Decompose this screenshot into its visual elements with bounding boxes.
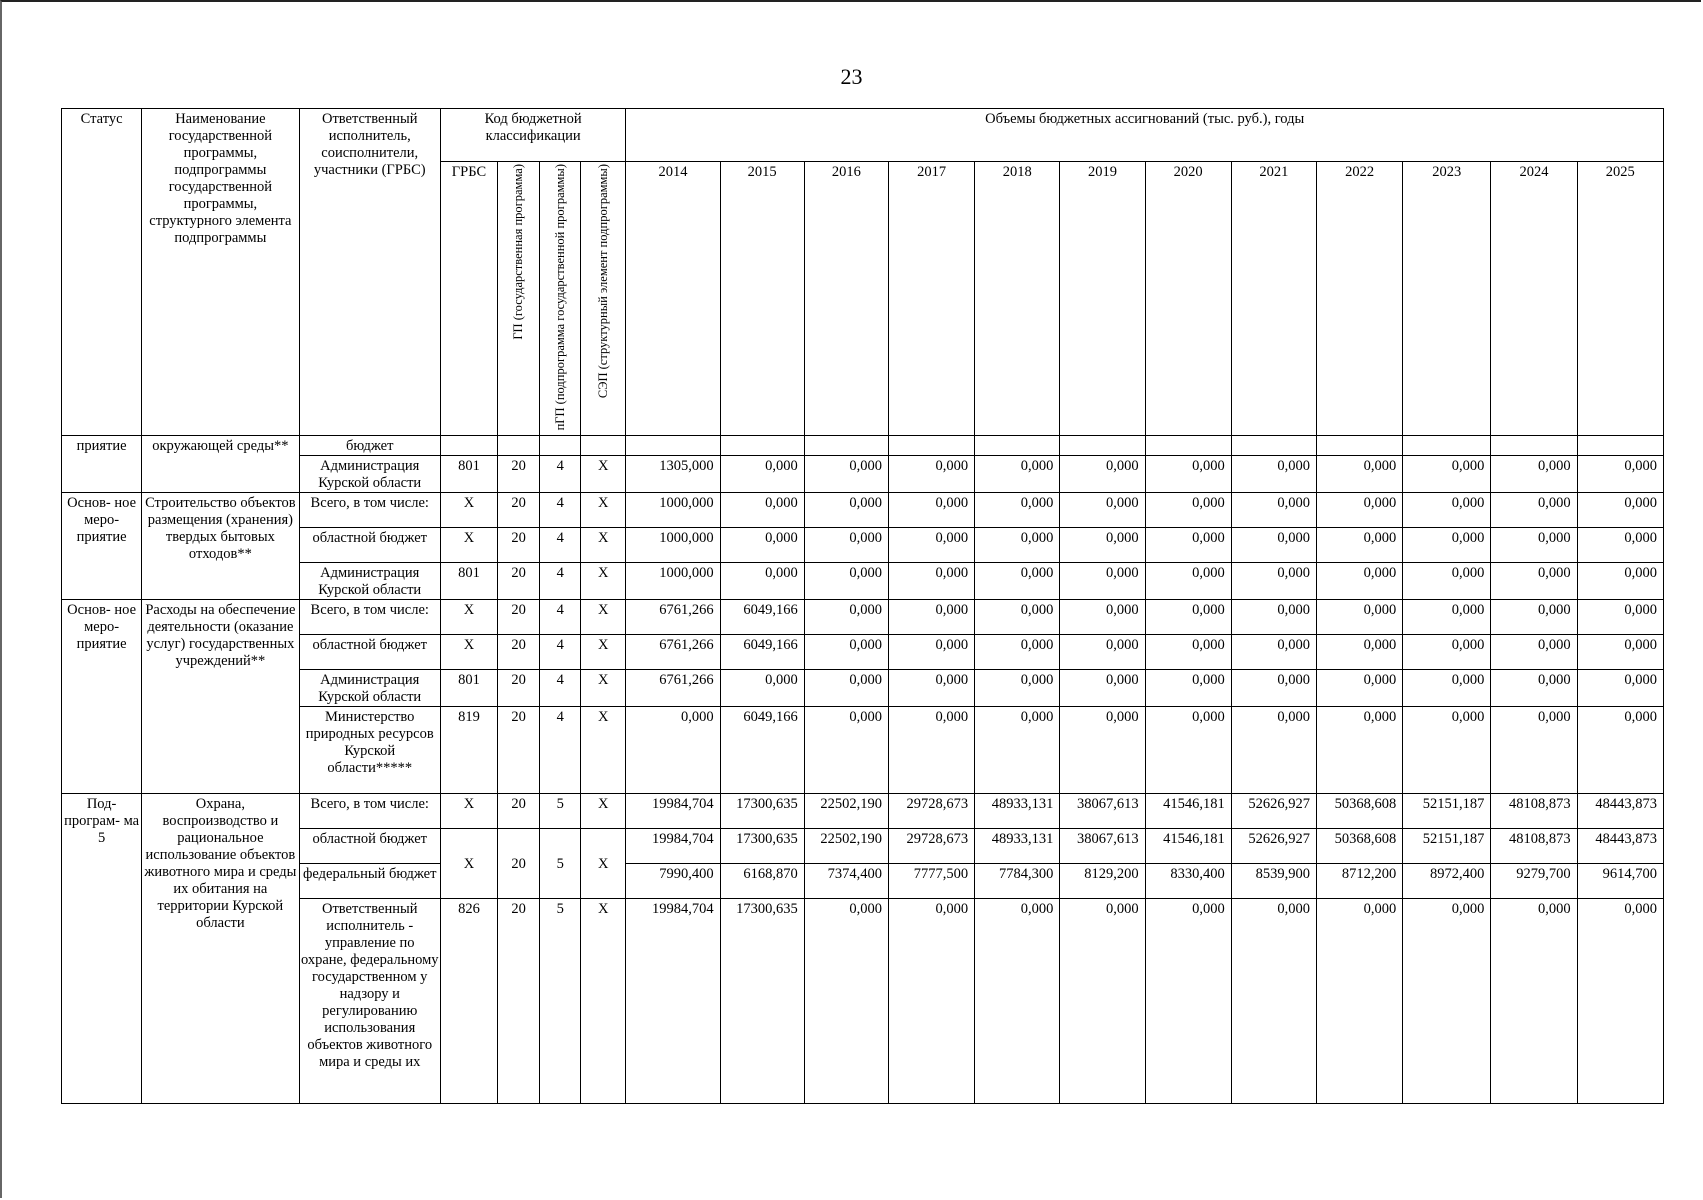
header-grbs: ГРБС (440, 162, 497, 436)
code-sep-cell: Х (581, 456, 626, 493)
table-row (62, 707, 1664, 794)
header-pgp (540, 162, 581, 436)
value-cell: 6761,266 (626, 600, 720, 635)
value-cell: 0,000 (888, 635, 974, 670)
value-cell: 0,000 (1145, 899, 1231, 1104)
code-grbs-cell: Х (440, 493, 497, 528)
code-sep-cell: Х (581, 528, 626, 563)
code-gp-cell: 20 (498, 493, 540, 528)
value-cell: 0,000 (975, 635, 1060, 670)
value-cell: 0,000 (1491, 635, 1577, 670)
value-cell: 0,000 (975, 563, 1060, 600)
value-cell: 0,000 (1060, 707, 1145, 794)
code-sep-cell: Х (581, 829, 626, 899)
code-grbs-cell (440, 436, 497, 456)
value-cell: 0,000 (804, 899, 888, 1104)
code-gp-cell: 20 (498, 600, 540, 635)
code-grbs-cell: Х (440, 600, 497, 635)
value-cell: 0,000 (1060, 899, 1145, 1104)
value-cell: 6761,266 (626, 635, 720, 670)
value-cell: 0,000 (1491, 899, 1577, 1104)
value-cell: 0,000 (975, 600, 1060, 635)
value-cell: 0,000 (1403, 493, 1491, 528)
value-cell (1577, 436, 1663, 456)
value-cell: 48933,131 (975, 829, 1060, 864)
value-cell: 0,000 (1231, 563, 1316, 600)
code-grbs-cell: 801 (440, 670, 497, 707)
code-pgp-cell: 5 (540, 899, 581, 1104)
value-cell: 22502,190 (804, 829, 888, 864)
value-cell: 0,000 (1060, 670, 1145, 707)
value-cell: 8129,200 (1060, 864, 1145, 899)
value-cell: 0,000 (1060, 635, 1145, 670)
value-cell (1145, 436, 1231, 456)
value-cell: 0,000 (626, 707, 720, 794)
value-cell: 0,000 (720, 493, 804, 528)
code-sep-cell: Х (581, 600, 626, 635)
value-cell: 0,000 (1145, 670, 1231, 707)
code-pgp-cell: 4 (540, 707, 581, 794)
value-cell: 0,000 (1316, 635, 1402, 670)
header-sep (581, 162, 626, 436)
value-cell: 0,000 (1231, 670, 1316, 707)
table-row (62, 493, 1664, 528)
value-cell: 0,000 (975, 456, 1060, 493)
value-cell: 19984,704 (626, 829, 720, 864)
table-row (62, 456, 1664, 493)
value-cell: 6168,870 (720, 864, 804, 899)
code-sep-cell (581, 436, 626, 456)
header-year: 2020 (1145, 162, 1231, 436)
value-cell: 6049,166 (720, 635, 804, 670)
code-gp-cell: 20 (498, 563, 540, 600)
code-pgp-cell: 5 (540, 794, 581, 829)
status-cell: приятие (62, 436, 142, 493)
value-cell: 0,000 (1491, 707, 1577, 794)
value-cell: 0,000 (1316, 670, 1402, 707)
value-cell: 0,000 (1403, 707, 1491, 794)
value-cell: 41546,181 (1145, 829, 1231, 864)
value-cell: 19984,704 (626, 794, 720, 829)
table-row (62, 600, 1664, 635)
value-cell (1316, 436, 1402, 456)
value-cell: 0,000 (888, 563, 974, 600)
value-cell: 0,000 (1403, 635, 1491, 670)
value-cell: 0,000 (888, 707, 974, 794)
header-sep-label: СЭП (структурный элемент подпрограммы) (595, 164, 610, 399)
value-cell: 0,000 (1231, 493, 1316, 528)
value-cell: 7777,500 (888, 864, 974, 899)
header-year: 2021 (1231, 162, 1316, 436)
header-code-group: Код бюджетной классификации (440, 109, 625, 162)
name-cell: Охрана, воспроизводство и рациональное использование объектов животного мира и среды их обитания на территории Курской области (142, 794, 299, 1104)
code-grbs-cell: 819 (440, 707, 497, 794)
code-grbs-cell: 801 (440, 563, 497, 600)
executor-cell: Администрация Курской области (299, 670, 440, 707)
value-cell: 29728,673 (888, 794, 974, 829)
value-cell: 0,000 (804, 493, 888, 528)
executor-cell: областной бюджет (299, 829, 440, 864)
value-cell: 0,000 (1145, 528, 1231, 563)
executor-cell: Министерство природных ресурсов Курской области***** (299, 707, 440, 794)
value-cell: 0,000 (975, 528, 1060, 563)
code-sep-cell: Х (581, 707, 626, 794)
executor-cell: Всего, в том числе: (299, 600, 440, 635)
value-cell: 0,000 (804, 563, 888, 600)
value-cell: 7374,400 (804, 864, 888, 899)
value-cell: 9614,700 (1577, 864, 1663, 899)
value-cell: 0,000 (1231, 899, 1316, 1104)
value-cell: 0,000 (1231, 600, 1316, 635)
name-cell: Расходы на обеспечение деятельности (оказание услуг) государственных учреждений** (142, 600, 299, 794)
value-cell (626, 436, 720, 456)
executor-cell: областной бюджет (299, 635, 440, 670)
value-cell: 0,000 (1060, 563, 1145, 600)
code-grbs-cell: 801 (440, 456, 497, 493)
value-cell: 0,000 (1491, 670, 1577, 707)
header-year: 2024 (1491, 162, 1577, 436)
value-cell: 0,000 (1145, 635, 1231, 670)
code-pgp-cell: 4 (540, 493, 581, 528)
code-gp-cell: 20 (498, 456, 540, 493)
value-cell: 0,000 (1316, 707, 1402, 794)
value-cell: 7990,400 (626, 864, 720, 899)
value-cell: 0,000 (1491, 563, 1577, 600)
value-cell: 0,000 (1316, 563, 1402, 600)
value-cell (1403, 436, 1491, 456)
code-gp-cell: 20 (498, 635, 540, 670)
value-cell: 52151,187 (1403, 794, 1491, 829)
header-year: 2014 (626, 162, 720, 436)
value-cell: 52151,187 (1403, 829, 1491, 864)
table-row (62, 794, 1664, 829)
value-cell: 8712,200 (1316, 864, 1402, 899)
header-name: Наименование государственной программы, подпрограммы государственной программы, структурного элемента подпрограммы (142, 109, 299, 436)
executor-cell: Администрация Курской области (299, 563, 440, 600)
status-cell: Основ- ное меро- приятие (62, 600, 142, 794)
code-grbs-cell: Х (440, 829, 497, 899)
value-cell: 6761,266 (626, 670, 720, 707)
header-executor: Ответственный исполнитель, соисполнители, участники (ГРБС) (299, 109, 440, 436)
value-cell: 0,000 (1231, 456, 1316, 493)
table-row (62, 829, 1664, 864)
value-cell: 0,000 (804, 635, 888, 670)
header-gp (498, 162, 540, 436)
header-year: 2016 (804, 162, 888, 436)
value-cell (720, 436, 804, 456)
value-cell: 17300,635 (720, 794, 804, 829)
value-cell: 0,000 (1316, 600, 1402, 635)
code-grbs-cell: Х (440, 528, 497, 563)
value-cell (975, 436, 1060, 456)
value-cell: 9279,700 (1491, 864, 1577, 899)
table-row (62, 436, 1664, 456)
code-gp-cell: 20 (498, 829, 540, 899)
budget-table (61, 108, 1664, 1104)
value-cell: 0,000 (1577, 635, 1663, 670)
value-cell: 17300,635 (720, 899, 804, 1104)
value-cell: 0,000 (1403, 670, 1491, 707)
value-cell: 0,000 (1231, 528, 1316, 563)
executor-cell: Ответственный исполнитель - управление по охране, федеральному государственном у надзору и регулированию использования объектов животного мира и среды их (299, 899, 440, 1104)
value-cell: 0,000 (1577, 528, 1663, 563)
code-sep-cell: Х (581, 670, 626, 707)
value-cell: 0,000 (1491, 600, 1577, 635)
value-cell (1231, 436, 1316, 456)
status-cell: Под- програм- ма 5 (62, 794, 142, 1104)
value-cell: 1000,000 (626, 528, 720, 563)
value-cell: 0,000 (804, 528, 888, 563)
value-cell: 38067,613 (1060, 829, 1145, 864)
value-cell: 0,000 (1060, 528, 1145, 563)
value-cell: 22502,190 (804, 794, 888, 829)
name-cell: окружающей среды** (142, 436, 299, 493)
value-cell: 0,000 (1491, 493, 1577, 528)
value-cell: 41546,181 (1145, 794, 1231, 829)
value-cell: 0,000 (804, 670, 888, 707)
value-cell: 0,000 (888, 899, 974, 1104)
value-cell: 50368,608 (1316, 794, 1402, 829)
value-cell: 48108,873 (1491, 794, 1577, 829)
value-cell: 0,000 (1577, 707, 1663, 794)
value-cell: 0,000 (1145, 707, 1231, 794)
code-pgp-cell: 4 (540, 635, 581, 670)
header-year: 2023 (1403, 162, 1491, 436)
code-sep-cell: Х (581, 899, 626, 1104)
code-pgp-cell: 4 (540, 456, 581, 493)
value-cell: 0,000 (1060, 493, 1145, 528)
header-year: 2022 (1316, 162, 1402, 436)
value-cell: 19984,704 (626, 899, 720, 1104)
value-cell: 0,000 (975, 670, 1060, 707)
value-cell: 0,000 (1403, 600, 1491, 635)
value-cell: 52626,927 (1231, 794, 1316, 829)
value-cell: 0,000 (1060, 456, 1145, 493)
header-pgp-label: пГП (подпрограмма государственной программы) (552, 164, 567, 431)
value-cell: 0,000 (1060, 600, 1145, 635)
value-cell: 0,000 (1491, 456, 1577, 493)
code-gp-cell: 20 (498, 899, 540, 1104)
value-cell: 0,000 (1316, 528, 1402, 563)
value-cell: 38067,613 (1060, 794, 1145, 829)
value-cell: 0,000 (888, 600, 974, 635)
code-pgp-cell: 4 (540, 670, 581, 707)
value-cell: 6049,166 (720, 707, 804, 794)
code-sep-cell: Х (581, 794, 626, 829)
code-sep-cell: Х (581, 563, 626, 600)
code-grbs-cell: 826 (440, 899, 497, 1104)
value-cell (804, 436, 888, 456)
code-grbs-cell: Х (440, 794, 497, 829)
value-cell: 0,000 (1577, 493, 1663, 528)
value-cell: 0,000 (1577, 899, 1663, 1104)
code-gp-cell: 20 (498, 707, 540, 794)
value-cell: 0,000 (720, 670, 804, 707)
executor-cell: Администрация Курской области (299, 456, 440, 493)
value-cell: 0,000 (1231, 635, 1316, 670)
value-cell: 0,000 (888, 670, 974, 707)
value-cell: 0,000 (1491, 528, 1577, 563)
code-sep-cell: Х (581, 493, 626, 528)
value-cell: 0,000 (1403, 563, 1491, 600)
code-grbs-cell: Х (440, 635, 497, 670)
value-cell: 0,000 (804, 707, 888, 794)
value-cell: 0,000 (804, 600, 888, 635)
executor-cell: областной бюджет (299, 528, 440, 563)
value-cell: 48108,873 (1491, 829, 1577, 864)
page-number: 23 (840, 64, 863, 89)
table-row (62, 864, 1664, 899)
table-row (62, 528, 1664, 563)
header-year: 2015 (720, 162, 804, 436)
executor-cell: Всего, в том числе: (299, 493, 440, 528)
code-gp-cell: 20 (498, 528, 540, 563)
value-cell: 52626,927 (1231, 829, 1316, 864)
executor-cell: федеральный бюджет (299, 864, 440, 899)
name-cell: Строительство объектов размещения (хранения) твердых бытовых отходов** (142, 493, 299, 600)
value-cell: 48443,873 (1577, 829, 1663, 864)
value-cell: 6049,166 (720, 600, 804, 635)
value-cell: 8539,900 (1231, 864, 1316, 899)
value-cell (1491, 436, 1577, 456)
value-cell: 8330,400 (1145, 864, 1231, 899)
value-cell: 0,000 (720, 563, 804, 600)
executor-cell: Всего, в том числе: (299, 794, 440, 829)
value-cell: 1000,000 (626, 493, 720, 528)
value-cell: 0,000 (1577, 456, 1663, 493)
value-cell: 8972,400 (1403, 864, 1491, 899)
value-cell: 0,000 (1145, 493, 1231, 528)
header-year: 2018 (975, 162, 1060, 436)
header-gp-label: ГП (государственная программа) (511, 164, 526, 340)
value-cell: 0,000 (1577, 670, 1663, 707)
value-cell: 48933,131 (975, 794, 1060, 829)
value-cell: 0,000 (1316, 456, 1402, 493)
value-cell: 0,000 (1577, 563, 1663, 600)
value-cell: 0,000 (1145, 563, 1231, 600)
code-pgp-cell (540, 436, 581, 456)
code-pgp-cell: 5 (540, 829, 581, 899)
value-cell: 0,000 (975, 707, 1060, 794)
value-cell: 0,000 (804, 456, 888, 493)
value-cell: 0,000 (720, 528, 804, 563)
value-cell: 0,000 (720, 456, 804, 493)
value-cell: 0,000 (1403, 899, 1491, 1104)
value-cell: 0,000 (1316, 493, 1402, 528)
value-cell: 7784,300 (975, 864, 1060, 899)
value-cell: 0,000 (888, 456, 974, 493)
code-sep-cell: Х (581, 635, 626, 670)
table-row (62, 563, 1664, 600)
executor-cell: бюджет (299, 436, 440, 456)
value-cell: 0,000 (975, 493, 1060, 528)
value-cell: 1000,000 (626, 563, 720, 600)
header-status: Статус (62, 109, 142, 436)
table-row (62, 635, 1664, 670)
status-cell: Основ- ное меро- приятие (62, 493, 142, 600)
code-pgp-cell: 4 (540, 528, 581, 563)
value-cell: 0,000 (1577, 600, 1663, 635)
code-pgp-cell: 4 (540, 563, 581, 600)
code-gp-cell (498, 436, 540, 456)
table-row (62, 899, 1664, 1104)
value-cell: 50368,608 (1316, 829, 1402, 864)
header-year: 2019 (1060, 162, 1145, 436)
value-cell: 0,000 (975, 899, 1060, 1104)
header-volumes: Объемы бюджетных ассигнований (тыс. руб.), годы (626, 109, 1664, 162)
value-cell (888, 436, 974, 456)
value-cell: 1305,000 (626, 456, 720, 493)
value-cell: 0,000 (1231, 707, 1316, 794)
value-cell: 0,000 (1403, 528, 1491, 563)
header-year: 2025 (1577, 162, 1663, 436)
header-year: 2017 (888, 162, 974, 436)
value-cell (1060, 436, 1145, 456)
value-cell: 48443,873 (1577, 794, 1663, 829)
value-cell: 0,000 (888, 528, 974, 563)
value-cell: 0,000 (888, 493, 974, 528)
value-cell: 0,000 (1403, 456, 1491, 493)
value-cell: 29728,673 (888, 829, 974, 864)
code-gp-cell: 20 (498, 670, 540, 707)
value-cell: 17300,635 (720, 829, 804, 864)
code-pgp-cell: 4 (540, 600, 581, 635)
code-gp-cell: 20 (498, 794, 540, 829)
value-cell: 0,000 (1316, 899, 1402, 1104)
value-cell: 0,000 (1145, 456, 1231, 493)
value-cell: 0,000 (1145, 600, 1231, 635)
table-row (62, 670, 1664, 707)
